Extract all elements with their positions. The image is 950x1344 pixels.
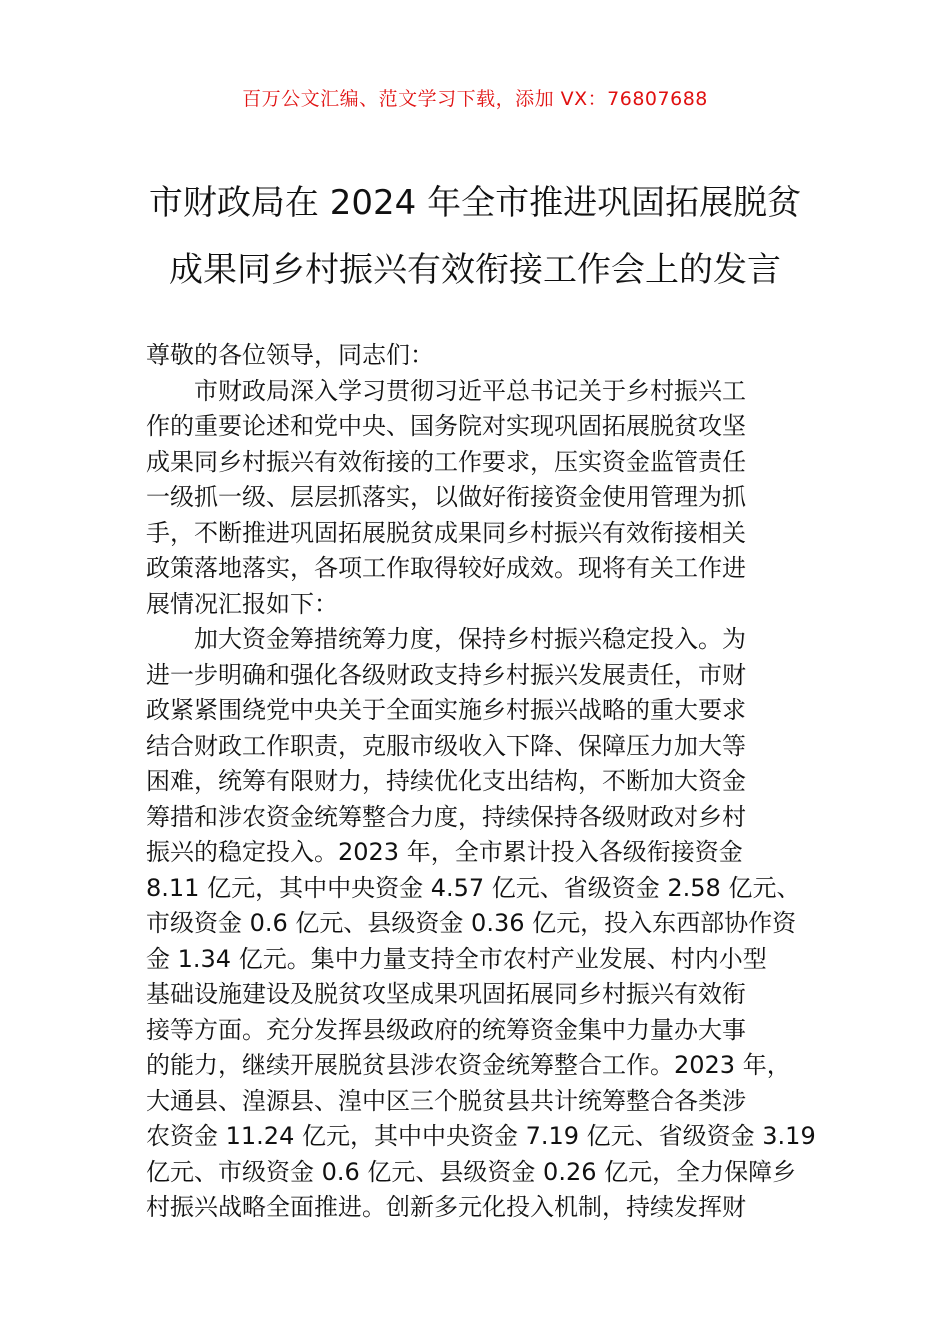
body-line: 大通县、湟源县、湟中区三个脱贫县共计统筹整合各类涉: [146, 1086, 746, 1115]
body-line: 金 1.34 亿元。集中力量支持全市农村产业发展、村内小型: [146, 944, 767, 973]
body-line: 村振兴战略全面推进。创新多元化投入机制，持续发挥财: [146, 1193, 746, 1221]
body-line: 基础设施建设及脱贫攻坚成果巩固拓展同乡村振兴有效衔: [146, 980, 746, 1008]
body-line: 市级资金 0.6 亿元、县级资金 0.36 亿元，投入东西部协作资: [146, 909, 797, 937]
body-line: 筹措和涉农资金统筹整合力度，持续保持各级财政对乡村: [146, 802, 746, 831]
body-line: 结合财政工作职责，克服市级收入下降、保障压力加大等: [146, 731, 746, 760]
body-line: 政紧紧围绕党中央关于全面实施乡村振兴战略的重大要求: [146, 696, 746, 724]
body-line: 8.11 亿元，其中中央资金 4.57 亿元、省级资金 2.58 亿元、: [146, 873, 801, 902]
body-line: 手，不断推进巩固拓展脱贫成果同乡村振兴有效衔接相关: [146, 518, 746, 547]
body-line: 进一步明确和强化各级财政支持乡村振兴发展责任，市财: [146, 660, 746, 689]
body-line: 一级抓一级、层层抓落实，以做好衔接资金使用管理为抓: [146, 483, 746, 511]
document-body: [146, 338, 826, 1226]
body-line: 农资金 11.24 亿元，其中中央资金 7.19 亿元、省级资金 3.19: [146, 1122, 816, 1150]
body-line: 接等方面。充分发挥县级政府的统筹资金集中力量办大事: [146, 1015, 746, 1044]
body-line: 加大资金筹措统筹力度，保持乡村振兴稳定投入。为: [146, 625, 746, 653]
body-line: 困难，统筹有限财力，持续优化支出结构，不断加大资金: [146, 767, 746, 795]
body-line: 尊敬的各位领导，同志们：: [146, 341, 434, 369]
body-line: 展情况汇报如下：: [146, 589, 338, 618]
body-line: 亿元、市级资金 0.6 亿元、县级资金 0.26 亿元，全力保障乡: [146, 1157, 797, 1186]
body-line: 政策落地落实，各项工作取得较好成效。现将有关工作进: [146, 554, 746, 582]
document-title-line-2: 成果同乡村振兴有效衔接工作会上的发言: [169, 250, 781, 290]
body-line: 市财政局深入学习贯彻习近平总书记关于乡村振兴工: [146, 376, 746, 405]
body-line: 成果同乡村振兴有效衔接的工作要求，压实资金监管责任: [146, 447, 746, 476]
body-line: 作的重要论述和党中央、国务院对实现巩固拓展脱贫攻坚: [146, 412, 746, 440]
body-line: 的能力，继续开展脱贫县涉农资金统筹整合工作。2023 年，: [146, 1051, 791, 1079]
watermark-header: 百万公文汇编、范文学习下载，添加 VX：76807688: [242, 88, 708, 110]
document-title-line-1: 市财政局在 2024 年全市推进巩固拓展脱贫: [148, 183, 802, 223]
body-line: 振兴的稳定投入。2023 年，全市累计投入各级衔接资金: [146, 838, 743, 866]
